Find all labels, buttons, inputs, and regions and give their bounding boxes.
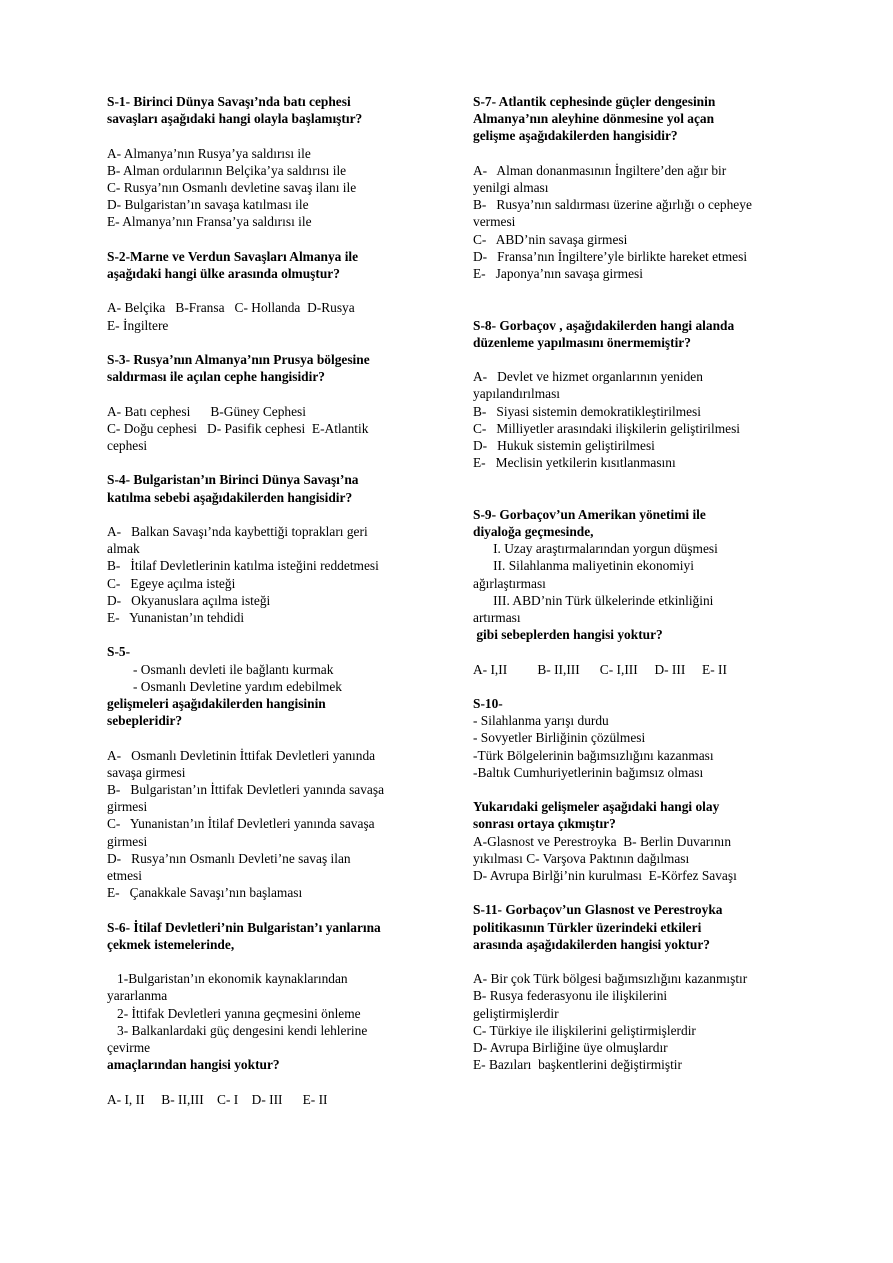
- answer-option: A- Devlet ve hizmet organlarının yeniden: [473, 369, 703, 385]
- answer-option: B- Rusya federasyonu ile ilişkilerini: [473, 988, 668, 1004]
- question-4: [107, 471, 425, 626]
- answer-option: girmesi: [107, 799, 148, 815]
- question-2: [107, 248, 425, 334]
- question-number: S-10-: [473, 696, 503, 712]
- answer-option: E- Çanakkale Savaşı’nın başlaması: [107, 885, 303, 901]
- answer-option: D- Hukuk sistemin geliştirilmesi: [473, 438, 655, 454]
- premise-item: III. ABD’nin Türk ülkelerinde etkinliğini: [473, 592, 714, 608]
- answer-option: E- Almanya’nın Fransa’ya saldırısı ile: [107, 214, 312, 230]
- question-text: saldırması ile açılan cephe hangisidir?: [107, 369, 325, 385]
- answer-option: almak: [107, 541, 140, 557]
- answer-option: B- Bulgaristan’ın İttifak Devletleri yanında savaşa: [107, 781, 385, 797]
- question-text: düzenleme yapılmasını önermemiştir?: [473, 334, 691, 350]
- premise-item: - Osmanlı devleti ile bağlantı kurmak: [133, 661, 334, 677]
- premise-item: -Türk Bölgelerinin bağımsızlığını kazanması: [473, 747, 714, 763]
- premise-item: 1-Bulgaristan’ın ekonomik kaynaklarından: [107, 971, 348, 987]
- premise-item: II. Silahlanma maliyetinin ekonomiyi: [473, 558, 694, 574]
- question-text: S-4- Bulgaristan’ın Birinci Dünya Savaşı’na: [107, 472, 359, 488]
- premise-item: -Baltık Cumhuriyetlerinin bağımsız olması: [473, 764, 704, 780]
- question-text: Yukarıdaki gelişmeler aşağıdaki hangi olay: [473, 799, 720, 815]
- question-text: S-6- İtilaf Devletleri’nin Bulgaristan’ı yanlarına: [107, 919, 381, 935]
- question-1: [107, 93, 425, 231]
- question-text: S-1- Birinci Dünya Savaşı’nda batı cephesi: [107, 94, 351, 109]
- answer-option: D- Fransa’nın İngiltere’yle birlikte hareket etmesi: [473, 248, 748, 264]
- answer-option: vermesi: [473, 214, 516, 230]
- premise-item: 3- Balkanlardaki güç dengesini kendi lehlerine: [107, 1022, 368, 1038]
- question-text: gelişmeleri aşağıdakilerden hangisinin: [107, 695, 326, 711]
- answer-option: E- Meclisin yetkilerin kısıtlanmasını: [473, 455, 676, 471]
- question-text: savaşları aşağıdaki hangi olayla başlamıştır?: [107, 111, 363, 127]
- question-text: katılma sebebi aşağıdakilerden hangisidir?: [107, 489, 353, 505]
- answer-option: girmesi: [107, 833, 148, 849]
- answer-option: D- Okyanuslara açılma isteği: [107, 592, 271, 608]
- premise-item: - Osmanlı Devletine yardım edebilmek: [133, 678, 342, 694]
- answer-option: C- ABD’nin savaşa girmesi: [473, 231, 628, 247]
- answer-option: C- Doğu cephesi D- Pasifik cephesi E-Atlantik: [107, 420, 369, 436]
- premise-item: - Silahlanma yarışı durdu: [473, 713, 609, 729]
- question-8: [473, 317, 793, 472]
- question-text: S-2-Marne ve Verdun Savaşları Almanya ile: [107, 248, 359, 264]
- question-text: sonrası ortaya çıkmıştır?: [473, 816, 616, 832]
- answer-option: A- Bir çok Türk bölgesi bağımsızlığını kazanmıştır: [473, 971, 748, 987]
- answer-option: etmesi: [107, 868, 142, 883]
- answer-option: A-Glasnost ve Perestroyka B- Berlin Duvarının: [473, 833, 732, 849]
- answer-option: cephesi: [107, 437, 148, 453]
- question-text: S-7- Atlantik cephesinde güçler dengesinin: [473, 94, 716, 109]
- question-7: [473, 93, 793, 282]
- question-9: [473, 506, 793, 678]
- question-number: S-5-: [107, 644, 131, 660]
- question-text: amaçlarından hangisi yoktur?: [107, 1057, 280, 1073]
- answer-option: A- Alman donanmasının İngiltere’den ağır bir: [473, 162, 727, 178]
- answer-option: C- Milliyetler arasındaki ilişkilerin geliştirilmesi: [473, 420, 741, 436]
- answer-option: geliştirmişlerdir: [473, 1005, 559, 1021]
- premise-item: artırması: [473, 610, 521, 626]
- question-text: gibi sebeplerden hangisi yoktur?: [473, 627, 663, 643]
- answer-option: D- Bulgaristan’ın savaşa katılması ile: [107, 197, 309, 213]
- answer-option: E- İngiltere: [107, 317, 169, 333]
- premise-item: - Sovyetler Birliğinin çözülmesi: [473, 730, 646, 746]
- answer-option: A- Batı cephesi B-Güney Cephesi: [107, 403, 306, 419]
- answer-option: yapılandırılması: [473, 386, 561, 402]
- answer-option: B- İtilaf Devletlerinin katılma isteğini reddetmesi: [107, 558, 379, 574]
- question-6: [107, 919, 425, 1108]
- answer-option: E- Japonya’nın savaşa girmesi: [473, 266, 643, 282]
- question-11: [473, 901, 793, 1073]
- answer-option: C- Yunanistan’ın İtilaf Devletleri yanında savaşa: [107, 816, 375, 832]
- answer-option: D- Avrupa Birliğine üye olmuşlardır: [473, 1040, 668, 1056]
- answer-option: D- Avrupa Birlği’nin kurulması E-Körfez Savaşı: [473, 868, 737, 884]
- answer-option: A- Almanya’nın Rusya’ya saldırısı ile: [107, 145, 311, 161]
- answer-option: yıkılması C- Varşova Paktının dağılması: [473, 850, 690, 866]
- answer-option: savaşa girmesi: [107, 764, 186, 780]
- premise-item: çevirme: [107, 1040, 151, 1055]
- answer-option: B- Rusya’nın saldırması üzerine ağırlığı o cepheye: [473, 197, 752, 213]
- question-5: [107, 643, 425, 901]
- question-text: S-11- Gorbaçov’un Glasnost ve Perestroyka: [473, 902, 723, 918]
- answer-option: E- Yunanistan’ın tehdidi: [107, 609, 245, 625]
- answer-option: D- Rusya’nın Osmanlı Devleti’ne savaş ilan: [107, 850, 351, 866]
- left-column: [107, 93, 425, 1108]
- question-3: [107, 351, 425, 454]
- answer-options: A- I, II B- II,III C- I D- III E- II: [107, 1091, 328, 1107]
- question-text: aşağıdaki hangi ülke arasında olmuştur?: [107, 266, 340, 281]
- answer-option: C- Türkiye ile ilişkilerini geliştirmişlerdir: [473, 1022, 696, 1038]
- answer-option: B- Alman ordularının Belçika’ya saldırısı ile: [107, 162, 347, 178]
- answer-options: A- I,II B- II,III C- I,III D- III E- II: [473, 661, 727, 677]
- question-text: politikasının Türkler üzerindeki etkileri: [473, 919, 702, 935]
- question-text: sebepleridir?: [107, 713, 183, 729]
- answer-option: yenilgi alması: [473, 180, 549, 195]
- right-column: [473, 93, 793, 1073]
- premise-item: I. Uzay araştırmalarından yorgun düşmesi: [473, 541, 718, 557]
- question-text: S-8- Gorbaçov , aşağıdakilerden hangi alanda: [473, 317, 735, 333]
- question-text: gelişme aşağıdakilerden hangisidir?: [473, 128, 678, 144]
- question-text: arasında aşağıdakilerden hangisi yoktur?: [473, 936, 710, 952]
- answer-option: A- Belçika B-Fransa C- Hollanda D-Rusya: [107, 300, 355, 316]
- premise-item: ağırlaştırması: [473, 575, 546, 591]
- question-text: S-9- Gorbaçov’un Amerikan yönetimi ile: [473, 506, 706, 522]
- question-text: Almanya’nın aleyhine dönmesine yol açan: [473, 111, 715, 127]
- answer-option: C- Egeye açılma isteği: [107, 575, 236, 591]
- question-text: diyaloğa geçmesinde,: [473, 524, 594, 540]
- answer-option: A- Osmanlı Devletinin İttifak Devletleri yanında: [107, 747, 376, 763]
- premise-item: 2- İttifak Devletleri yanına geçmesini önleme: [107, 1005, 361, 1021]
- answer-option: B- Siyasi sistemin demokratikleştirilmesi: [473, 403, 701, 419]
- question-text: S-3- Rusya’nın Almanya’nın Prusya bölgesine: [107, 351, 370, 367]
- premise-item: yararlanma: [107, 988, 168, 1004]
- question-text: çekmek istemelerinde,: [107, 936, 235, 952]
- question-10: [473, 695, 793, 884]
- answer-option: C- Rusya’nın Osmanlı devletine savaş ilanı ile: [107, 180, 357, 195]
- answer-option: E- Bazıları başkentlerini değiştirmiştir: [473, 1057, 682, 1073]
- answer-option: A- Balkan Savaşı’nda kaybettiği toprakları geri: [107, 523, 368, 539]
